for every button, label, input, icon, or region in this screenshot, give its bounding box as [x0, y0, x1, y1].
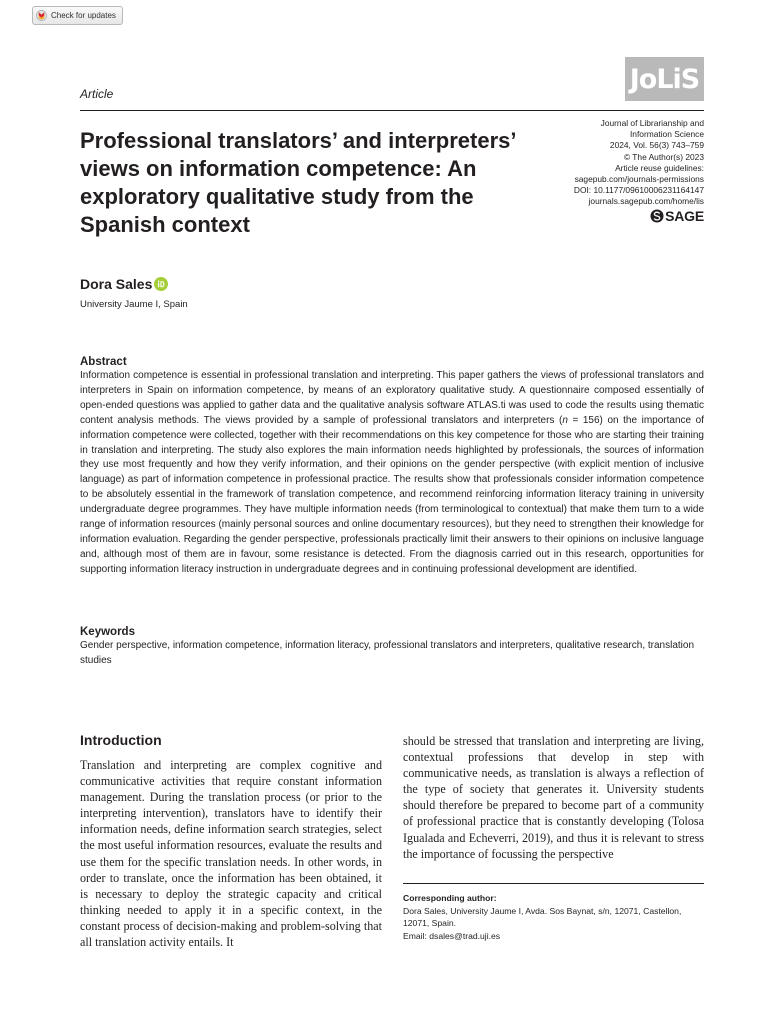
corresponding-author-note [403, 892, 704, 942]
author-affiliation: University Jaume I, Spain [80, 299, 188, 310]
corresponding-author-email[interactable]: Email: dsales@trad.uji.es [403, 930, 501, 941]
corresponding-author-postcode: 12071, Spain. [403, 918, 457, 928]
abstract-text [80, 369, 704, 578]
introduction-paragraph-right: should be stressed that translation and interpreting are living, contextual professions that develop in step with communicative needs, as translation is always a reflection of the type of society that generates it. University students should therefore be prepared to become part of a community of professional practice that is constantly developing (Tolosa Igualada and Echeverri, 2019), and thus it is relevant to stress the importance of focussing the perspective [403, 734, 704, 861]
keywords-section [80, 626, 704, 669]
corresponding-author-heading: Corresponding author: [403, 893, 497, 903]
article-type-label: Article [80, 87, 114, 101]
author-block [80, 276, 188, 310]
keywords-heading: Keywords [80, 626, 135, 638]
permissions-link[interactable]: sagepub.com/journals-permissions [574, 174, 704, 185]
publisher-logo [650, 208, 704, 224]
body-column-right [403, 733, 704, 862]
doi-link[interactable]: DOI: 10.1177/09610006231164147 [573, 185, 704, 196]
body-column-left [80, 757, 382, 950]
check-for-updates-button[interactable] [32, 6, 123, 25]
orcid-icon[interactable] [154, 277, 168, 291]
journal-name-line1: Journal of Librarianship and [600, 118, 704, 128]
journal-name-line2: Information Science [629, 129, 704, 140]
abstract-heading: Abstract [80, 356, 127, 368]
author-name [80, 276, 168, 292]
abstract-n-value: = 156) [567, 414, 603, 426]
journal-logo-text: JoLiS [629, 63, 700, 95]
copyright-line: © The Author(s) 2023 [623, 151, 704, 162]
abstract-text-part2: on the importance of information competence were collected, together with their recommendations on this key competence for those who are starting their training in translation and interpreting. The study also explores the main information needs highlighted by professionals, the sources of information they use most frequently and how they verify information, and their opinions on the gender perspective (with explicit mention of inclusive language) as part of information competence in professional practice. The results show that professionals consider information competence to be absolutely essential in the framework of translation competence, and recommend reinforcing information literacy training in university undergraduate degree programmes. They have multiple information needs (from terminological to contextual) that make them turn to a wide range of information resources (mainly personal sources and online documentary resources), but they need to strengthen their knowledge for information evaluation. Regarding the gender perspective, professionals practically limit their answers to their opinions on inclusive language and, although most of them are in favour, some resistance is detected. From the diagnosis carried out in this research, opportunities for supporting information literacy instruction in undergraduate degrees and in continuing professional development are identified. [80, 414, 704, 575]
journal-logo [625, 57, 704, 101]
abstract-section [80, 356, 704, 578]
crossmark-icon [36, 10, 47, 21]
abstract-n-symbol: n [562, 414, 568, 426]
introduction-paragraph-left: Translation and interpreting are complex cognitive and communicative activities that require constant information management. During the translation process (or prior to the interpreting intervention), translators have to identify their information needs, define information search strategies, select the most useful information resources, evaluate the results and use them for the specific translation needs. In other words, in order to translate, once the information has been obtained, it is necessary to deploy the strategic capacity and critical thinking needed to apply it in a specific context, in the constant process of decision-making and problem-solving that all translation activity entails. It [80, 758, 382, 950]
abstract-text-part1: Information competence is essential in professional translation and interpreting. This paper gathers the views of professional translators and interpreters in Spain on information competence, by means of an exploratory qualitative study. A questionnaire composed essentially of open-ended questions was applied to gather data and the qualitative analysis software ATLAS.ti was used to code the results using thematic content analysis methods. The views provided by a sample of professional translators and interpreters ( [80, 370, 704, 426]
journal-volume: 2024, Vol. 56(3) 743–759 [609, 140, 704, 151]
journal-homepage-link[interactable]: journals.sagepub.com/home/lis [588, 196, 704, 207]
journal-metadata [484, 118, 704, 208]
keywords-text: Gender perspective, information competence, information literacy, professional translators and interpreters, qualitative research, translation studies [80, 640, 695, 666]
sage-icon [650, 209, 664, 223]
paper-title: Professional translators’ and interpreters’ views on information competence: An exploratory qualitative study from the Spanish context [80, 128, 516, 237]
publisher-name: SAGE [665, 208, 704, 224]
reuse-guidelines-label: Article reuse guidelines: [615, 162, 704, 173]
check-for-updates-label: Check for updates [51, 11, 116, 20]
author-name-text: Dora Sales [80, 276, 153, 292]
header-divider [80, 110, 704, 111]
footnote-divider [403, 883, 704, 884]
corresponding-author-address: Dora Sales, University Jaume I, Avda. Sos Baynat, s/n, 12071, Castellon, [403, 905, 682, 916]
introduction-heading: Introduction [80, 732, 162, 748]
